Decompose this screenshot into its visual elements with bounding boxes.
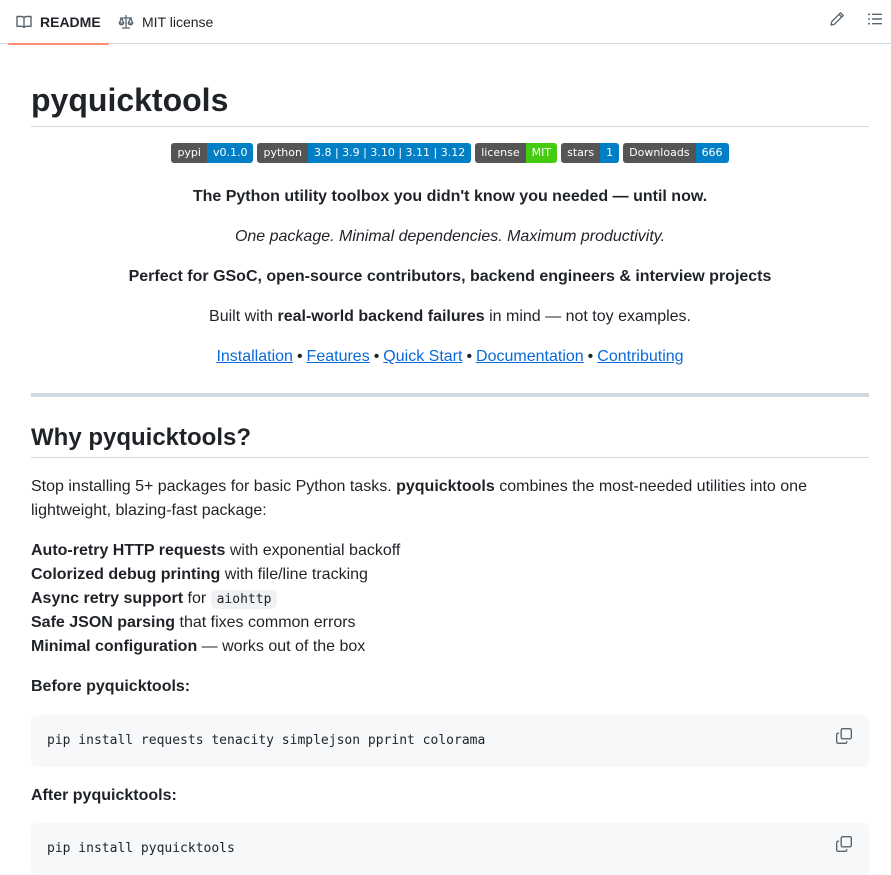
feature-item <box>31 587 869 611</box>
badge-label: pypi <box>171 143 207 163</box>
readme-tab-bar <box>0 0 891 44</box>
badge-value: 3.8 | 3.9 | 3.10 | 3.11 | 3.12 <box>308 143 471 163</box>
nav-separator: • <box>373 348 380 365</box>
nav-links <box>31 345 869 369</box>
list-icon <box>867 11 883 32</box>
tab-readme[interactable] <box>8 0 109 44</box>
copy-button[interactable] <box>835 835 855 855</box>
badge-value: 666 <box>696 143 729 163</box>
nav-separator: • <box>587 348 594 365</box>
intro-prefix: Stop installing 5+ packages for basic Python tasks. <box>31 478 397 495</box>
badge-label: python <box>257 143 307 163</box>
feature-name: Colorized debug printing <box>31 566 221 583</box>
inline-code: aiohttp <box>211 590 278 609</box>
book-icon <box>16 14 32 30</box>
copy-icon <box>835 840 853 857</box>
feature-name: Async retry support <box>31 590 184 607</box>
intro-suffix: combines the most-needed utilities into one lightweight, blazing-fast package: <box>31 478 807 519</box>
badge-pypi[interactable] <box>171 143 253 163</box>
tab-license[interactable] <box>118 0 213 44</box>
feature-description: that fixes common errors <box>175 614 356 631</box>
pencil-icon <box>829 11 845 32</box>
feature-item <box>31 635 869 659</box>
badge-value: MIT <box>526 143 557 163</box>
badge-label: license <box>475 143 525 163</box>
title-divider <box>31 126 869 127</box>
feature-name: Auto-retry HTTP requests <box>31 542 226 559</box>
feature-description: with exponential backoff <box>225 542 401 559</box>
audience-text: Perfect for GSoC, open-source contributors, backend engineers & interview projects <box>128 268 772 285</box>
copy-button[interactable] <box>835 727 855 747</box>
feature-item <box>31 611 869 635</box>
before-code-block <box>31 715 869 767</box>
before-code[interactable]: pip install requests tenacity simplejson pprint colorama <box>47 733 486 748</box>
badge-value: 1 <box>600 143 619 163</box>
built-with-text <box>31 305 869 329</box>
tab-readme-label: README <box>40 14 101 30</box>
feature-item <box>31 539 869 563</box>
law-scale-icon <box>118 14 134 30</box>
edit-file-button[interactable] <box>826 10 848 32</box>
copy-icon <box>835 732 853 749</box>
tagline: The Python utility toolbox you didn't know you needed — until now. <box>192 188 708 205</box>
nav-separator: • <box>466 348 473 365</box>
feature-description: with file/line tracking <box>220 566 368 583</box>
badge-python[interactable] <box>257 143 471 163</box>
nav-link-features[interactable]: Features <box>306 348 370 365</box>
why-heading: Why pyquicktools? <box>31 424 252 451</box>
feature-name: Safe JSON parsing <box>31 614 176 631</box>
built-prefix: Built with <box>209 308 278 325</box>
readme-title: pyquicktools <box>31 82 229 118</box>
feature-list <box>31 539 869 659</box>
outline-button[interactable] <box>864 10 886 32</box>
built-suffix: in mind — not toy examples. <box>484 308 691 325</box>
after-label: After pyquicktools: <box>31 787 177 804</box>
why-heading-divider <box>31 457 869 458</box>
feature-description: — works out of the box <box>197 638 366 655</box>
badge-label: stars <box>561 143 600 163</box>
built-bold: real-world backend failures <box>277 308 485 325</box>
nav-link-installation[interactable]: Installation <box>216 348 293 365</box>
after-code[interactable]: pip install pyquicktools <box>47 841 235 856</box>
nav-separator: • <box>296 348 303 365</box>
section-divider <box>31 393 869 397</box>
feature-item <box>31 563 869 587</box>
intro-bold: pyquicktools <box>396 478 495 495</box>
badge-row <box>31 143 869 163</box>
nav-link-documentation[interactable]: Documentation <box>476 348 584 365</box>
badge-license[interactable] <box>475 143 557 163</box>
nav-link-quick-start[interactable]: Quick Start <box>383 348 463 365</box>
subtitle: One package. Minimal dependencies. Maximum productivity. <box>234 228 666 245</box>
badge-label: Downloads <box>623 143 695 163</box>
badge-value: v0.1.0 <box>207 143 254 163</box>
badge-stars[interactable] <box>561 143 619 163</box>
feature-name: Minimal configuration <box>31 638 198 655</box>
intro-paragraph <box>31 475 869 523</box>
nav-link-contributing[interactable]: Contributing <box>597 348 684 365</box>
badge-downloads[interactable] <box>623 143 728 163</box>
feature-description: for <box>183 590 211 607</box>
before-label: Before pyquicktools: <box>31 678 191 695</box>
after-code-block <box>31 823 869 875</box>
tab-license-label: MIT license <box>142 14 214 30</box>
